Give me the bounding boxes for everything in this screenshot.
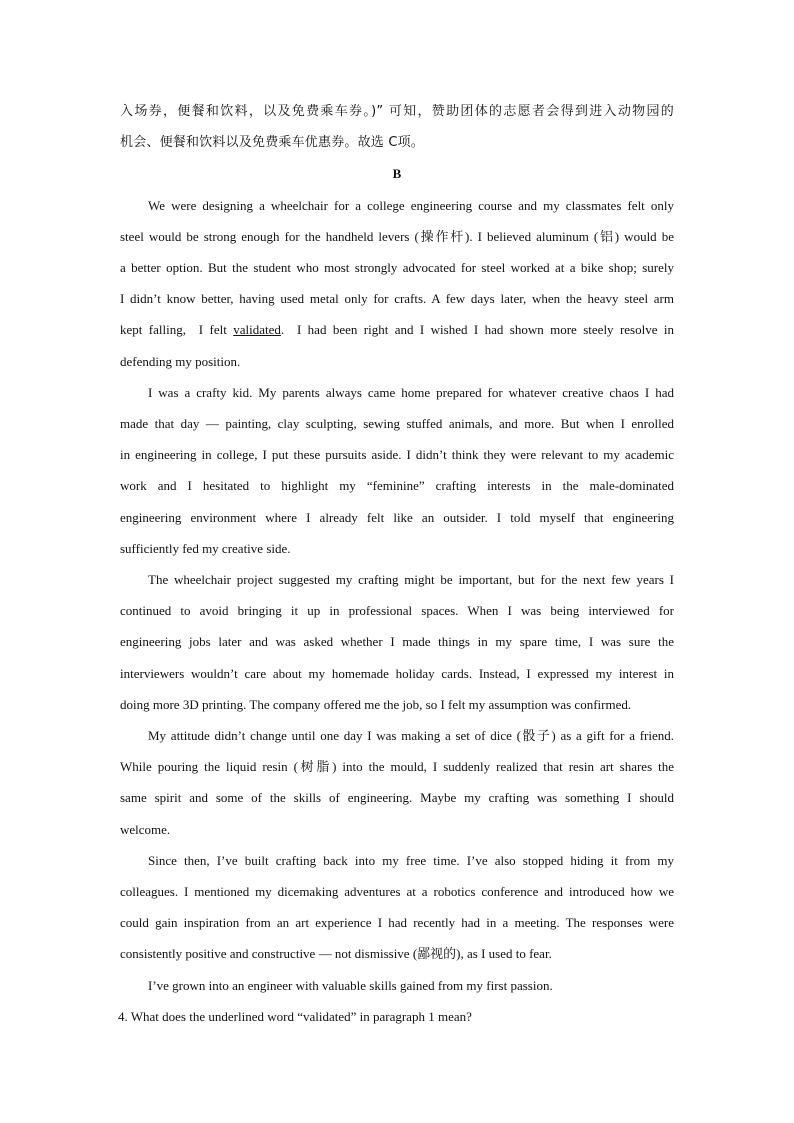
text-line: same spirit and some of the skills of engineering. Maybe my crafting was something I should bbox=[120, 790, 674, 806]
text-line: defending my position. bbox=[120, 353, 241, 369]
text-line: engineering environment where I already felt like an outsider. I told myself that engineering bbox=[120, 509, 674, 525]
text-line: a better option. But the student who most strongly advocated for steel worked at a bike shop; surely bbox=[120, 260, 674, 276]
text-fragment: . I had been right and I wished I had shown more steely resolve in bbox=[280, 322, 675, 338]
text-line: interviewers wouldn’t care about my homemade holiday cards. Instead, I expressed my interest in bbox=[120, 665, 674, 681]
text-line: Since then, I’ve built crafting back into my free time. I’ve also stopped hiding it from my bbox=[148, 852, 674, 868]
text-line: While pouring the liquid resin (树脂) into the mould, I suddenly realized that resin art shares the bbox=[120, 759, 674, 775]
text-line: sufficiently fed my creative side. bbox=[120, 540, 291, 556]
text-line: made that day — painting, clay sculpting, sewing stuffed animals, and more. But when I enrolled bbox=[120, 416, 674, 432]
document-page bbox=[120, 96, 674, 1032]
text-line bbox=[120, 314, 674, 345]
text-line: work and I hesitated to highlight my “feminine” crafting interests in the male-dominated bbox=[120, 478, 674, 494]
text-line: in engineering in college, I put these pursuits aside. I didn’t think they were relevant to my academic bbox=[120, 447, 674, 463]
question-4: 4. What does the underlined word “validated” in paragraph 1 mean? bbox=[118, 1008, 472, 1024]
answer-explanation bbox=[120, 96, 674, 158]
paragraph-4 bbox=[120, 720, 674, 845]
text-line: I was a crafty kid. My parents always came home prepared for whatever creative chaos I had bbox=[148, 384, 674, 400]
text-fragment: kept falling, I felt bbox=[120, 322, 234, 338]
text-line: doing more 3D printing. The company offered me the job, so I felt my assumption was confirmed. bbox=[120, 696, 632, 712]
text-line: could gain inspiration from an art experience I had recently had in a meeting. The responses were bbox=[120, 915, 674, 931]
paragraph-2 bbox=[120, 377, 674, 564]
paragraph-6 bbox=[120, 970, 674, 1001]
text-line: engineering jobs later and was asked whether I made things in my spare time, I was sure the bbox=[120, 634, 674, 650]
text-line: We were designing a wheelchair for a college engineering course and my classmates felt only bbox=[148, 197, 674, 213]
paragraph-3 bbox=[120, 564, 674, 720]
text-line: I didn’t know better, having used metal only for crafts. A few days later, when the heavy steel arm bbox=[120, 291, 674, 307]
explanation-line: 机会、便餐和饮料以及免费乘车优惠券。故选 C项。 bbox=[120, 135, 425, 151]
text-line: I’ve grown into an engineer with valuable skills gained from my first passion. bbox=[148, 977, 553, 993]
text-line: steel would be strong enough for the handheld levers (操作杆). I believed aluminum (铝) would be bbox=[120, 228, 674, 244]
paragraph-5 bbox=[120, 845, 674, 970]
explanation-line: 入场券，便餐和饮料，以及免费乘车券。)” 可知，赞助团体的志愿者会得到进入动物园的 bbox=[120, 104, 674, 119]
paragraph-1 bbox=[120, 190, 674, 377]
text-line: consistently positive and constructive — not dismissive (鄙视的), as I used to fear. bbox=[120, 946, 552, 962]
underlined-word: validated bbox=[233, 322, 281, 338]
section-label: B bbox=[392, 166, 402, 182]
text-line: colleagues. I mentioned my dicemaking adventures at a robotics conference and introduced how we bbox=[120, 884, 674, 900]
text-line: My attitude didn’t change until one day I was making a set of dice (骰子) as a gift for a friend. bbox=[148, 728, 674, 744]
text-line: continued to avoid bringing it up in professional spaces. When I was being interviewed for bbox=[120, 603, 674, 619]
text-line: The wheelchair project suggested my crafting might be important, but for the next few years I bbox=[148, 572, 674, 588]
text-line: welcome. bbox=[120, 821, 171, 837]
